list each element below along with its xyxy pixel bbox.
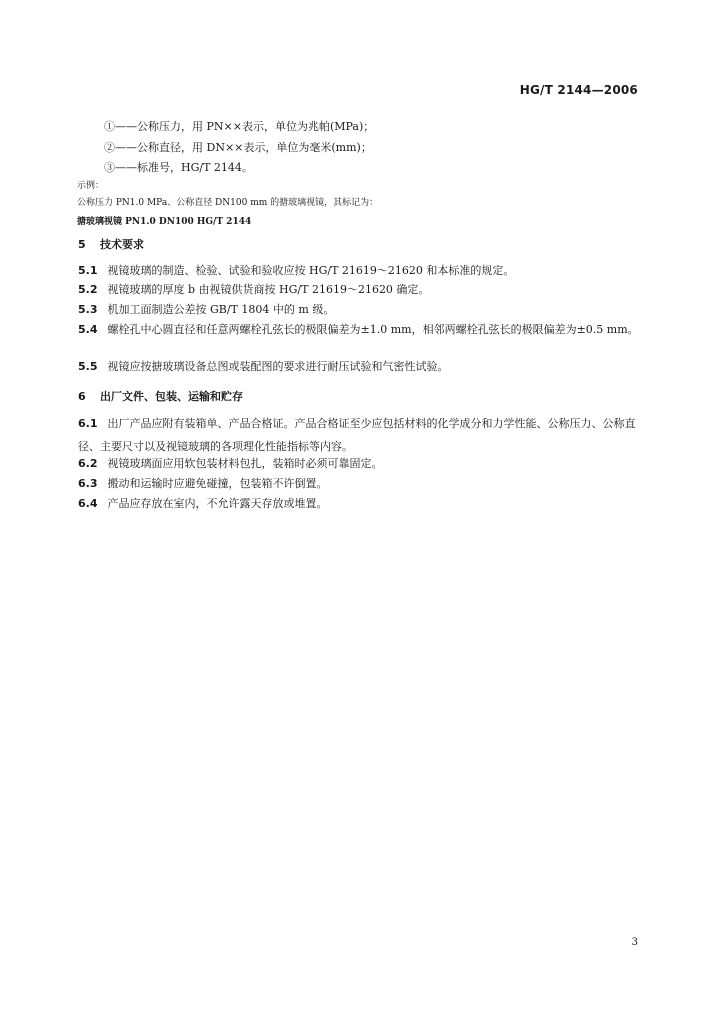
section-5-number: 5: [78, 238, 86, 251]
legend-item-1: ①——公称压力，用 PN××表示，单位为兆帕(MPa)；: [104, 120, 375, 133]
section-5-title: 技术要求: [100, 238, 144, 251]
clause-text: 搬动和运输时应避免碰撞，包装箱不许倒置。: [107, 477, 328, 490]
clause-number: 5.2: [78, 283, 98, 296]
clause-text: 视镜玻璃的厚度 b 由视镜供货商按 HG/T 21619～21620 确定。: [107, 283, 430, 296]
clause-5-4: [78, 318, 644, 341]
clause-text: 视镜玻璃面应用软包装材料包扎，装箱时必须可靠固定。: [107, 457, 383, 470]
example-line-1: 公称压力 PN1.0 MPa、公称直径 DN100 mm 的搪玻璃视镜，其标记为：: [77, 198, 379, 208]
clause-number: 5.1: [78, 264, 98, 277]
clause-text: 产品应存放在室内，不允许露天存放或堆置。: [107, 497, 328, 510]
clause-number: 5.4: [78, 323, 98, 336]
clause-5-5: [78, 355, 644, 378]
clause-number: 6.3: [78, 477, 98, 490]
document-code: HG/T 2144—2006: [519, 83, 638, 97]
clause-text: 视镜应按搪玻璃设备总图或装配图的要求进行耐压试验和气密性试验。: [107, 360, 449, 373]
clause-6-4: [78, 492, 644, 515]
section-6-heading: [78, 388, 243, 404]
clause-text: 出厂产品应附有装箱单、产品合格证。产品合格证至少应包括材料的化学成分和力学性能、公称压力、公称直径、主要尺寸以及视镜玻璃的各项理化性能指标等内容。: [78, 417, 636, 453]
clause-number: 6.2: [78, 457, 98, 470]
example-line-2: 搪玻璃视镜 PN1.0 DN100 HG/T 2144: [77, 217, 252, 227]
section-6-number: 6: [78, 390, 86, 403]
clause-number: 6.1: [78, 417, 98, 430]
clause-number: 6.4: [78, 497, 98, 510]
section-5-heading: [78, 236, 144, 252]
clause-number: 5.5: [78, 360, 98, 373]
page-number: 3: [631, 937, 638, 948]
section-6-title: 出厂文件、包装、运输和贮存: [100, 390, 243, 403]
legend-item-2: ②——公称直径，用 DN××表示，单位为毫米(mm)；: [104, 141, 372, 154]
clause-number: 5.3: [78, 303, 98, 316]
clause-text: 机加工面制造公差按 GB/T 1804 中的 m 级。: [107, 303, 335, 316]
clause-text: 视镜玻璃的制造、检验、试验和验收应按 HG/T 21619～21620 和本标准的规定。: [107, 264, 515, 277]
legend-item-3: ③——标准号，HG/T 2144。: [104, 161, 253, 174]
example-label: 示例：: [77, 181, 105, 191]
clause-text: 螺栓孔中心圆直径和任意两螺栓孔弦长的极限偏差为±1.0 mm，相邻两螺栓孔弦长的极限偏差为±0.5 mm。: [107, 323, 639, 336]
